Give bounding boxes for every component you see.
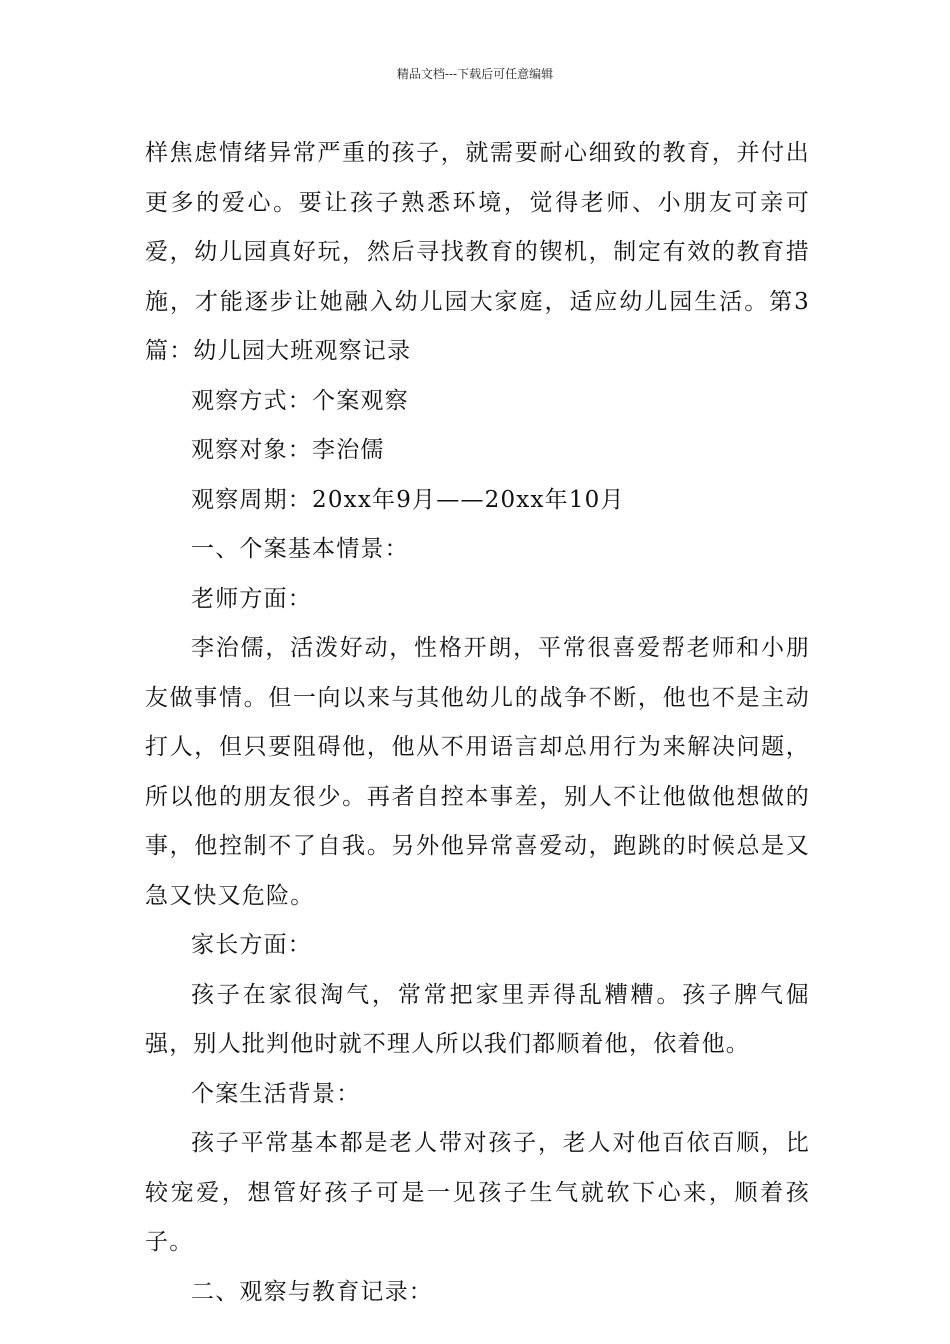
section-heading-basic-situation: 一、个案基本情景：	[191, 536, 409, 562]
subheading-teacher-aspect: 老师方面：	[191, 585, 312, 612]
paragraph-observation-subject: 观察对象：李治儒	[191, 437, 385, 463]
page-header: 精品文档---下载后可任意编辑	[396, 67, 554, 81]
paragraph-teacher-description: 李治儒，活泼好动，性格开朗，平常很喜爱帮老师和小朋友做事情。但一向以来与其他幼儿的战争不断，他也不是主动打人，但只要阻碍他，他从不用语言却总用行为来解决问题，所以他的朋友很少。再者自控本事差，别人不让他做他想做的事，他控制不了自我。另外他异常喜爱动，跑跳的时候总是又急又快又危险。	[145, 635, 810, 909]
subheading-life-background: 个案生活背景：	[191, 1080, 361, 1107]
document-body	[145, 129, 810, 1317]
paragraph-observation-method: 观察方式：个案观察	[191, 387, 409, 414]
paragraph-parent-description: 孩子在家很淘气，常常把家里弄得乱糟糟。孩子脾气倔强，别人批判他时就不理人所以我们都顺着他，依着他。	[145, 981, 810, 1057]
subheading-parent-aspect: 家长方面：	[191, 932, 312, 958]
paragraph-life-background: 孩子平常基本都是老人带对孩子，老人对他百依百顺，比较宠爱，想管好孩子可是一见孩子生气就软下心来，顺着孩子。	[145, 1130, 810, 1255]
section-heading-observation-record: 二、观察与教育记录：	[191, 1278, 433, 1305]
paragraph-observation-period: 观察周期：20xx年9月——20xx年10月	[191, 486, 625, 513]
paragraph-continuation: 样焦虑情绪异常严重的孩子，就需要耐心细致的教育，并付出更多的爱心。要让孩子熟悉环境，觉得老师、小朋友可亲可爱，幼儿园真好玩，然后寻找教育的锲机，制定有效的教育措施，才能逐步让她融入幼儿园大家庭，适应幼儿园生活。第3篇：幼儿园大班观察记录	[145, 140, 810, 364]
